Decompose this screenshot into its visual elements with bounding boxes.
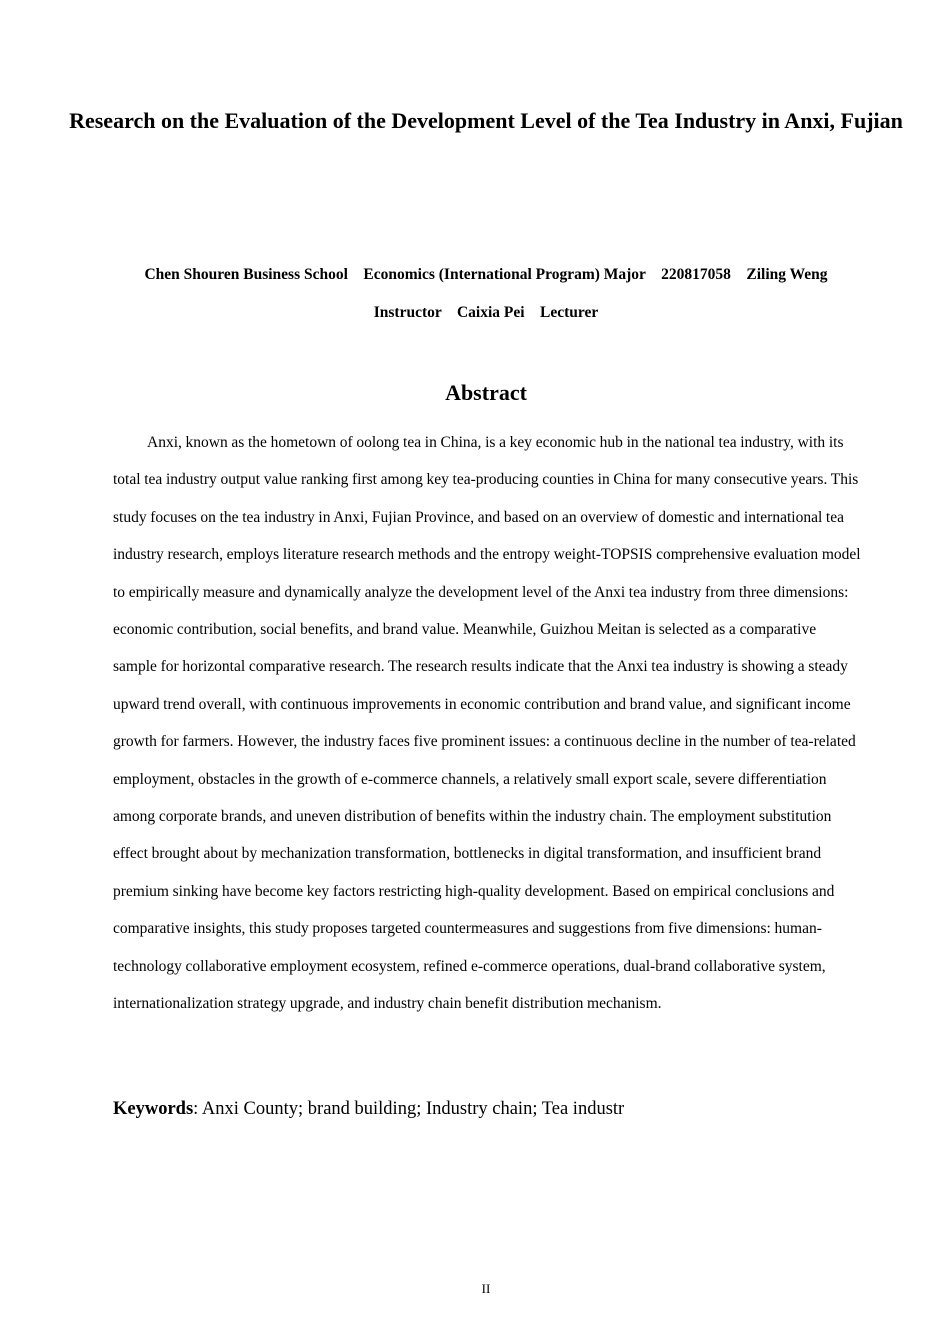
keywords-text: : Anxi County; brand building; Industry chain; Tea industr: [193, 1099, 625, 1119]
keywords-label: Keywords: [113, 1099, 194, 1119]
keywords: [113, 1096, 873, 1122]
paper-title: Research on the Evaluation of the Development Level of the Tea Industry in Anxi, Fujian: [69, 108, 903, 133]
abstract-body: Anxi, known as the hometown of oolong tea in China, is a key economic hub in the national tea industry, with its total tea industry output value ranking first among key tea-producing counties in China for many consecutive years. This study focuses on the tea industry in Anxi, Fujian Province, and based on an overview of domestic and international tea industry research, employs literature research methods and the entropy weight-TOPSIS comprehensive evaluation model to empirically measure and dynamically analyze the development level of the Anxi tea industry from three dimensions: economic contribution, social benefits, and brand value. Meanwhile, Guizhou Meitan is selected as a comparative sample for horizontal comparative research. The research results indicate that the Anxi tea industry is showing a steady upward trend overall, with continuous improvements in economic contribution and brand value, and significant income growth for farmers. However, the industry faces five prominent issues: a continuous decline in the number of tea-related employment, obstacles in the growth of e-commerce channels, a relatively small export scale, severe differentiation among corporate brands, and uneven distribution of benefits within the industry chain. The employment substitution effect brought about by mechanization transformation, bottlenecks in digital transformation, and insufficient brand premium sinking have become key factors restricting high-quality development. Based on empirical conclusions and comparative insights, this study proposes targeted countermeasures and suggestions from five dimensions: human-technology collaborative employment ecosystem, refined e-commerce operations, dual-brand collaborative system, internationalization strategy upgrade, and industry chain benefit distribution mechanism.: [113, 434, 861, 1013]
page-number: II: [481, 1281, 491, 1296]
abstract-heading: Abstract: [445, 380, 527, 405]
author-affiliation: Chen Shouren Business School Economics (International Program) Major 220817058 Ziling Weng: [144, 266, 828, 283]
instructor-line: Instructor Caixia Pei Lecturer: [373, 304, 599, 321]
